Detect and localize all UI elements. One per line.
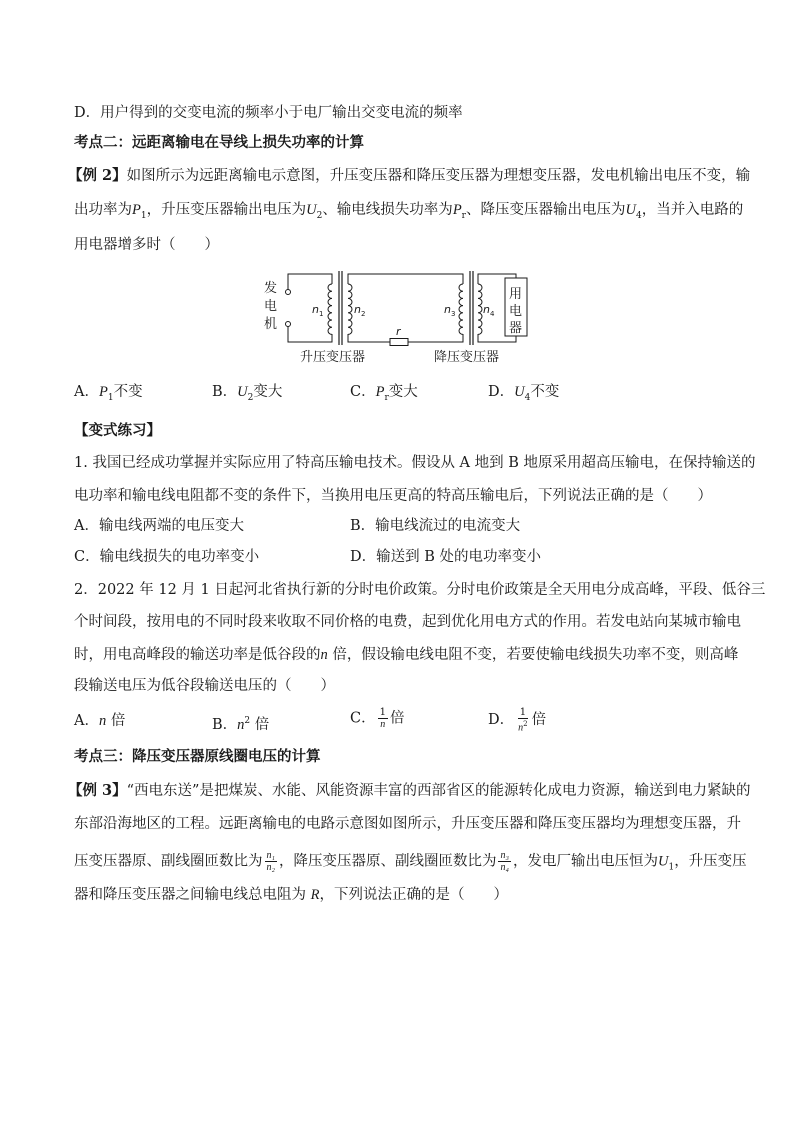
text: ，当并入电路的	[641, 202, 744, 218]
symbol-u2: U	[306, 202, 317, 218]
q2-line-2: 个时间段，按用电的不同时段来收取不同价格的电费，起到优化用电方式的作用。若发电站向某城市输电	[74, 614, 741, 630]
example-2-tag: 【例 2】	[68, 167, 127, 184]
text: C．	[350, 710, 376, 727]
fraction-1-over-n	[378, 707, 388, 730]
text: 不变	[113, 384, 143, 400]
text: 倍	[531, 712, 547, 729]
n3-sub: 3	[451, 310, 456, 318]
coil-n3	[459, 284, 463, 334]
q1-option-b[interactable]: B．输电线流过的电流变大	[350, 518, 521, 534]
q2-option-a[interactable]	[74, 711, 125, 731]
step-down-label: 降压变压器	[434, 350, 500, 365]
example-3-line-3	[74, 850, 747, 877]
text: 出功率为	[74, 202, 132, 218]
text: 变大	[253, 384, 283, 400]
text: U	[237, 384, 248, 400]
example-3-line-1	[68, 781, 750, 801]
example-3-line-4	[74, 885, 508, 905]
fraction-n3-n4	[498, 850, 510, 873]
text: 倍	[389, 710, 405, 727]
coil-n4	[478, 284, 482, 334]
load-label-1: 用	[509, 287, 523, 302]
sup: 2	[244, 716, 251, 726]
sub: 4	[635, 210, 642, 221]
symbol-u4: U	[625, 202, 636, 218]
text: A．	[74, 384, 99, 400]
q2-line-3	[74, 645, 738, 665]
sub: 1	[140, 210, 147, 221]
q1-line-1: 1. 我国已经成功掌握并实际应用了特高压输电技术。假设从 A 地到 B 地原采用超高压输电，在保持输送的	[74, 455, 756, 471]
n1-sub: 1	[319, 310, 324, 318]
sup: 2	[523, 720, 528, 728]
q2-option-b[interactable]	[212, 711, 269, 735]
text: n	[320, 647, 328, 663]
text: B．	[212, 384, 238, 400]
q2-option-d[interactable]	[488, 707, 546, 733]
text: B．	[212, 716, 238, 733]
sub: 1	[107, 392, 114, 403]
sub: r	[461, 210, 466, 221]
example-3-line-2: 东部沿海地区的工程。远距离输电的电路示意图如图所示，升压变压器和降压变压器均为理想变压器，升	[74, 816, 741, 832]
example-2-option-a[interactable]	[74, 382, 143, 408]
text: ，降压变压器原、副线圈匝数比为	[278, 853, 497, 870]
n: n₃	[500, 850, 509, 861]
example-2-line-2	[74, 200, 743, 226]
text: n	[237, 716, 245, 733]
transmission-circuit-diagram	[262, 268, 534, 368]
text: ，升压变压器输出电压为	[146, 202, 307, 218]
text: D．	[488, 384, 515, 400]
q1-option-c[interactable]: C．输电线损失的电功率变小	[74, 549, 260, 565]
load-label-2: 电	[509, 304, 523, 319]
coil-n2	[348, 284, 352, 334]
fraction-n1-n2	[265, 850, 277, 873]
text: 、降压变压器输出电压为	[465, 202, 626, 218]
section-2-title: 考点二：远距离输电在导线上损失功率的计算	[74, 134, 364, 151]
coil-n1	[328, 284, 332, 334]
sub: 2	[316, 210, 323, 221]
section-3-title: 考点三：降压变压器原线圈电压的计算	[74, 748, 321, 765]
n: 1	[519, 707, 527, 718]
text: 压变压器原、副线圈匝数比为	[74, 853, 263, 870]
text: A．	[74, 713, 99, 729]
sub: r	[384, 392, 389, 403]
n: 1	[379, 707, 386, 718]
n1-label: n	[312, 303, 319, 316]
text: 变大	[388, 384, 418, 400]
generator-label-2: 电	[264, 299, 278, 314]
n4-sub: 4	[490, 310, 495, 318]
example-2-option-b[interactable]	[212, 382, 282, 408]
fraction-1-over-n2	[516, 707, 529, 733]
text: ，下列说法正确的是（ ）	[319, 887, 508, 903]
example-2-option-d[interactable]	[488, 382, 559, 408]
generator-label-1: 发	[264, 281, 278, 296]
example-2-text: 如图所示为远距离输电示意图，升压变压器和降压变压器为理想变压器，发电机输出电压不变，输	[126, 168, 751, 184]
text: D．	[488, 712, 515, 729]
sub: 1	[668, 862, 675, 873]
text: ，升压变压	[674, 853, 747, 870]
d	[516, 719, 529, 733]
text: ，发电厂输出电压恒为	[512, 853, 658, 870]
sub: 4	[524, 392, 531, 403]
text: R	[310, 887, 320, 903]
d: n₂	[266, 862, 275, 873]
step-up-label: 升压变压器	[300, 350, 366, 365]
n: n₁	[266, 850, 275, 861]
r-label: r	[396, 325, 401, 338]
example-2-line-3: 用电器增多时（ ）	[74, 237, 219, 253]
q1-option-a[interactable]: A．输电线两端的电压变大	[74, 518, 244, 534]
terminal-bottom	[286, 322, 291, 327]
n2-sub: 2	[361, 310, 366, 318]
load-label-3: 器	[509, 321, 523, 336]
sub: 2	[247, 392, 254, 403]
i: n	[518, 722, 524, 734]
text: 倍	[106, 713, 126, 729]
q1-option-d[interactable]: D．输送到 B 处的电功率变小	[350, 549, 541, 565]
text: P	[375, 384, 385, 400]
text: n	[98, 713, 107, 729]
generator-label-3: 机	[264, 317, 278, 332]
text: P	[98, 384, 108, 400]
n3-label: n	[444, 303, 451, 316]
text: 倍，假设输电线电阻不变，若要使输电线损失功率不变，则高峰	[327, 647, 739, 663]
example-2-line-1	[68, 166, 750, 186]
text: 不变	[530, 384, 560, 400]
d i: n	[380, 719, 386, 730]
example-3-text: “西电东送”是把煤炭、水能、风能资源丰富的西部省区的能源转化成电力资源，输送到电力紧缺的	[126, 783, 751, 799]
symbol-p1: P	[132, 202, 141, 218]
q1-line-2: 电功率和输电线电阻都不变的条件下，当换用电压更高的特高压输电后，下列说法正确的是（ ）	[74, 488, 712, 504]
example-2-option-c[interactable]	[350, 382, 418, 408]
text: 时，用电高峰段的输送功率是低谷段的	[74, 647, 321, 663]
text: 器和降压变压器之间输电线总电阻为	[74, 887, 311, 903]
prev-option-d: D．用户得到的交变电流的频率小于电厂输出交变电流的频率	[74, 105, 463, 121]
n4-label: n	[483, 303, 490, 316]
text: U	[657, 853, 669, 870]
symbol-pr: P	[452, 202, 462, 218]
terminal-top	[286, 290, 291, 295]
text: U	[514, 384, 525, 400]
q2-line-4: 段输送电压为低谷段输送电压的（ ）	[74, 678, 335, 694]
resistor-r	[390, 339, 408, 346]
text: 、输电线损失功率为	[322, 202, 453, 218]
d: n₄	[500, 862, 509, 873]
n2-label: n	[354, 303, 361, 316]
text: C．	[350, 384, 376, 400]
example-3-tag: 【例 3】	[68, 782, 127, 799]
practice-title: 【变式练习】	[74, 422, 161, 439]
q2-line-1: 2．2022 年 12 月 1 日起河北省执行新的分时电价政策。分时电价政策是全天用电分成高峰，平段、低谷三	[74, 582, 766, 598]
text: 倍	[250, 716, 270, 733]
q2-option-c[interactable]	[350, 707, 404, 730]
